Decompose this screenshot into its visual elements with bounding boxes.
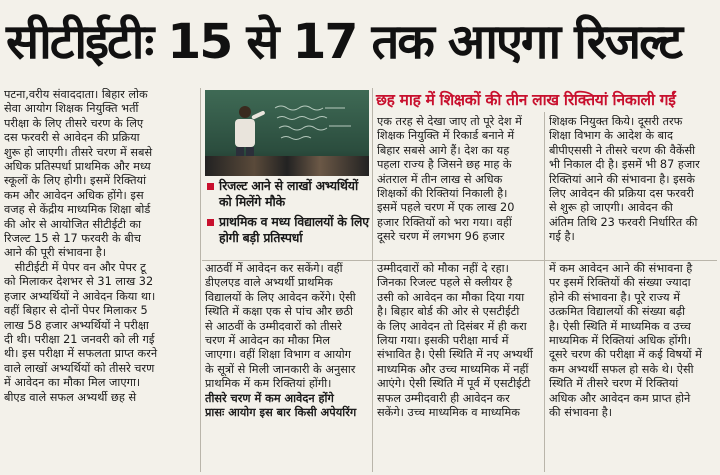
article-line: माध्यमिक और उच्च माध्यमिक में नहीं bbox=[377, 362, 529, 376]
bullet-item bbox=[205, 214, 371, 246]
article-line: आने की पूरी संभावना है। bbox=[4, 246, 107, 260]
classroom-photo bbox=[205, 90, 369, 176]
article-line: शुरू हो जाएगी। तीसरे चरण में सबसे bbox=[4, 145, 153, 159]
article-line: स्कूलों के लिए होगी। इसमें रिक्तियां bbox=[4, 174, 146, 188]
bullet-text: रिजल्ट आने से लाखों अभ्यर्थियों को मिलेंगे मौके bbox=[219, 178, 358, 209]
article-line: वजह से केंद्रीय माध्यमिक शिक्षा बोर्ड bbox=[4, 203, 151, 217]
article-line: पर इसमें रिक्तियों की संख्या ज्यादा bbox=[549, 276, 691, 290]
article-line: उम्मीदवारों को मौका नहीं दे रहा। bbox=[377, 262, 509, 275]
bullet-square-icon bbox=[207, 183, 214, 190]
article-line: दूसरे चरण में लगभग 96 हजार bbox=[377, 230, 505, 244]
article-line: सफल उम्मीदवारी ही आवेदन कर bbox=[377, 391, 510, 405]
highlight-bullets bbox=[205, 178, 371, 256]
article-line: अंतिम तिथि 23 फरवरी निर्धारित की bbox=[549, 215, 698, 229]
article-line: माध्यमिक में रिक्तियां अधिक होंगी। bbox=[549, 334, 692, 348]
article-column-4-bottom bbox=[549, 262, 715, 472]
article-line: पटना,वरीय संवाददाता। बिहार लोक bbox=[4, 88, 148, 101]
article-line: शिक्षकों की रिक्तियां निकाली है। bbox=[377, 187, 508, 201]
article-line: डीएलएड वाले अभ्यर्थी प्राथमिक bbox=[205, 276, 333, 290]
bullet-item bbox=[205, 178, 371, 210]
article-line: दूसरे चरण की परीक्षा में कई विषयों में bbox=[549, 348, 702, 362]
article-line: शिक्षक नियुक्ति में रिकार्ड बनाने में bbox=[377, 129, 515, 143]
article-column-3-bottom bbox=[377, 262, 541, 472]
article-column-2 bbox=[205, 262, 369, 472]
article-line: सेवा आयोग शिक्षक नियुक्ति भर्ती bbox=[4, 102, 139, 116]
column-divider bbox=[372, 88, 373, 472]
article-line: बीएड वाले सफल अभ्यर्थी छह से bbox=[4, 390, 137, 404]
section-divider bbox=[202, 260, 717, 261]
article-line: सीटीईटी में पेपर वन और पेपर टू bbox=[4, 260, 146, 274]
article-line: रिजल्ट 15 से 17 फरवरी के बीच bbox=[4, 232, 141, 246]
article-line: लाख 58 हजार अभ्यर्थियों ने परीक्षा bbox=[4, 318, 149, 332]
article-line: कम और आवेदन अधिक होंगे। इस bbox=[4, 188, 144, 202]
article-line: उत्क्रमित विद्यालयों की संख्या बढ़ी bbox=[549, 305, 686, 319]
article-line: तीसरे चरण में कम आवेदन होंगे bbox=[205, 391, 334, 405]
column-divider bbox=[544, 112, 545, 472]
article-line: सकेंगे। उच्च माध्यमिक व माध्यमिक bbox=[377, 406, 520, 420]
article-line: प्रासः आयोग इस बार किसी अपेयरिंग bbox=[205, 406, 357, 420]
article-line: दस फरवरी से आवेदन की प्रक्रिया bbox=[4, 131, 140, 145]
headline: सीटीईटीः 15 से 17 तक आएगा रिजल्ट bbox=[6, 14, 682, 70]
article-line: विद्यालयों के लिए आवेदन करेंगे। ऐसी bbox=[205, 290, 356, 304]
article-line: लिए आवेदन की प्रक्रिया दस फरवरी bbox=[549, 187, 694, 201]
article-line: परीक्षा के लिए तीसरे चरण के लिए bbox=[4, 116, 144, 130]
article-line: में आवेदन का मौका मिल जाएगा। bbox=[4, 376, 141, 390]
article-line: कम अभ्यर्थी सफल हो सके थे। ऐसी bbox=[549, 362, 694, 376]
article-line: अधिक और आवेदन कम प्राप्त होने bbox=[549, 391, 691, 405]
article-line: लिया गया। इसकी परीक्षा मार्च में bbox=[377, 334, 509, 348]
article-line: अंतराल में तीन लाख से अधिक bbox=[377, 172, 503, 186]
article-line: हजार अभ्यर्थियों ने आवेदन किया था। bbox=[4, 289, 156, 303]
bullet-square-icon bbox=[207, 219, 214, 226]
article-line: वहीं बिहार से दोनों पेपर मिलाकर 5 bbox=[4, 304, 148, 318]
article-line: है। बिहार बोर्ड की ओर से एसटीईटी bbox=[377, 305, 520, 319]
article-line: शिक्षक नियुक्त किये। दूसरी तरफ bbox=[549, 115, 683, 128]
article-line: में कम आवेदन आने की संभावना है bbox=[549, 262, 693, 275]
article-line: के लिए आवेदन तो दिसंबर में ही करा bbox=[377, 319, 527, 333]
article-line: स्थिति में तीसरे चरण में रिक्तियां bbox=[549, 377, 679, 391]
article-line: एक तरह से देखा जाए तो पूरे देश में bbox=[377, 115, 522, 128]
column-divider bbox=[200, 88, 201, 472]
article-line: हजार रिक्तियों को भरा गया। वहीं bbox=[377, 215, 512, 229]
article-line: थी। इस परीक्षा में सफलता प्राप्त करने bbox=[4, 347, 158, 361]
article-line: बिहार सबसे आगे हैं। देश का यह bbox=[377, 143, 510, 157]
article-line: पहला राज्य है जिसने छह माह के bbox=[377, 158, 512, 172]
students-row bbox=[205, 156, 369, 176]
article-line: के सूत्रों से मिली जानकारी के अनुसार bbox=[205, 362, 356, 376]
article-line: शिक्षा विभाग के आदेश के बाद bbox=[549, 129, 673, 143]
article-line: को मिलाकर देशभर से 31 लाख 32 bbox=[4, 275, 154, 289]
article-column-3-top bbox=[377, 115, 541, 259]
article-line: जिनका रिजल्ट पहले से क्लीयर है bbox=[377, 276, 513, 290]
article-line: आएंगे। ऐसी स्थिति में पूर्व में एसटीईटी bbox=[377, 377, 531, 391]
article-line: संभावित है। ऐसी स्थिति में नए अभ्यर्थी bbox=[377, 348, 533, 362]
article-line: से आठवीं के उम्मीदवारों को तीसरे bbox=[205, 319, 342, 333]
article-line: होने की संभावना है। पूरे राज्य में bbox=[549, 290, 680, 304]
article-line: की ओर से आयोजित सीटीईटी का bbox=[4, 217, 142, 231]
article-line: प्राथमिक में कम रिक्तियां होंगी। bbox=[205, 377, 332, 391]
article-line: दी थी। परीक्षा 21 जनवरी को ली गई bbox=[4, 332, 155, 346]
article-line: स्थिति में कक्षा एक से पांच और छठी bbox=[205, 305, 353, 319]
article-line: है। ऐसी स्थिति में माध्यमिक व उच्च bbox=[549, 319, 691, 333]
article-line: जाएगा। वहीं शिक्षा विभाग व आयोग bbox=[205, 348, 352, 362]
article-column-4-top bbox=[549, 115, 715, 259]
article-line: से शुरू हो जाएगी। आवेदन की bbox=[549, 201, 673, 215]
article-line: गई है। bbox=[549, 230, 575, 244]
bullet-text: प्राथमिक व मध्य विद्यालयों के लिए होगी बड़ी प्रतिस्पर्धा bbox=[219, 214, 369, 245]
article-line: आठवीं में आवेदन कर सकेंगे। वहीं bbox=[205, 262, 343, 275]
article-line: की संभावना है। bbox=[549, 406, 613, 420]
sub-headline: छह माह में शिक्षकों की तीन लाख रिक्तियां निकाली गईं bbox=[376, 91, 676, 109]
article-line: बीपीएससी ने तीसरे चरण की वैकेंसी bbox=[549, 143, 696, 157]
article-line: उसी को आवेदन का मौका दिया गया bbox=[377, 290, 525, 304]
article-line: भी निकाल दी है। इसमें भी 87 हजार bbox=[549, 158, 700, 172]
article-line: वाले लाखों अभ्यर्थियों को तीसरे चरण bbox=[4, 361, 155, 375]
article-line: अधिक प्रतिस्पर्धा प्राथमिक और मध्य bbox=[4, 160, 151, 174]
article-line: रिक्तियां आने की संभावना है। इसके bbox=[549, 172, 695, 186]
article-line: इसमें पहले चरण में एक लाख 20 bbox=[377, 201, 515, 215]
article-line: चरण में आवेदन का मौका मिल bbox=[205, 334, 330, 348]
article-column-1 bbox=[4, 88, 196, 472]
